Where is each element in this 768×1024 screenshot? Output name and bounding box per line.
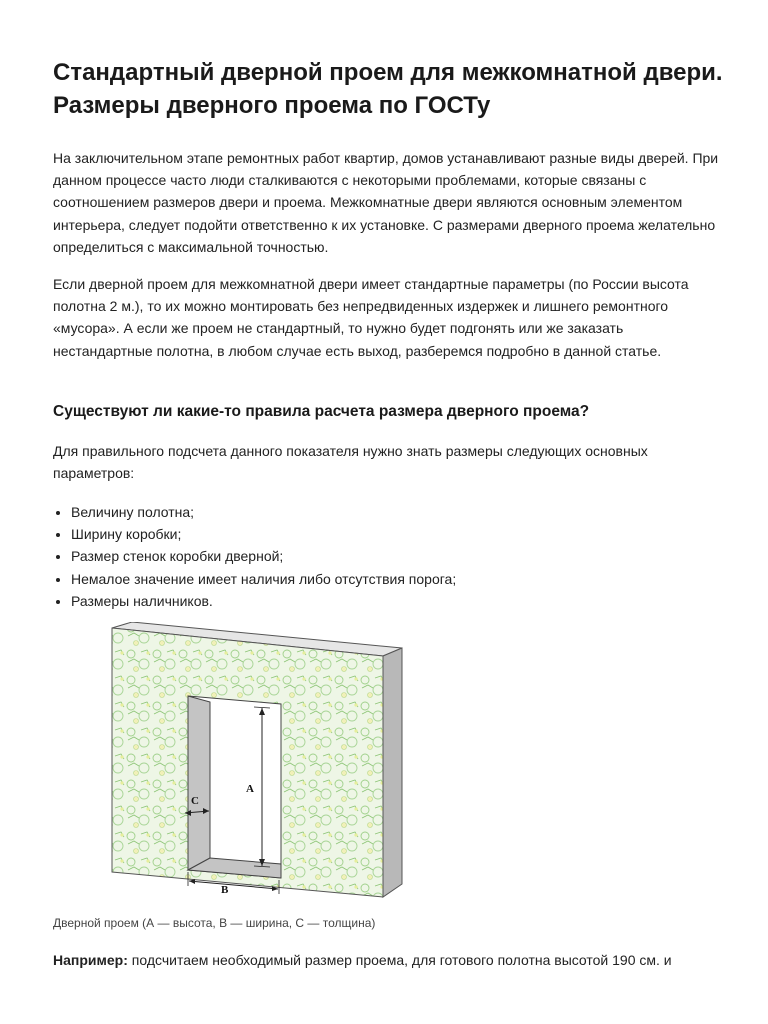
- list-item: • Ширину коробки;: [71, 523, 456, 545]
- doorway-diagram: [100, 622, 420, 910]
- list-item: • Размеры наличников.: [71, 590, 456, 612]
- second-paragraph: Если дверной проем для межкомнатной двери имеет стандартные параметры (по России высота полотна 2 м.), то их можно монтировать без непредвиденных издержек и лишнего ремонтного «мусора». А если же проем не стандартный, то нужно будет подгонять или же заказать нестандартные полотна, в любом случае есть выход, разберемся подробно в данной статье.: [53, 276, 689, 359]
- list-item: • Величину полотна;: [71, 501, 456, 523]
- label-c: C: [191, 795, 199, 807]
- opening-reveal-left: [188, 696, 210, 870]
- list-item: • Немалое значение имеет наличия либо отсутствия порога;: [71, 568, 456, 590]
- label-a: A: [246, 783, 254, 795]
- article-title: Стандартный дверной проем для межкомнатной двери. Размеры дверного проема по ГОСТу: [53, 59, 723, 119]
- label-b: B: [221, 884, 229, 896]
- example-paragraph: [53, 949, 733, 971]
- list-item: • Размер стенок коробки дверной;: [71, 545, 456, 567]
- example-text: подсчитаем необходимый размер проема, для готового полотна высотой 190 см. и: [127, 952, 672, 968]
- wall-side-face: [383, 648, 402, 897]
- intro-paragraph: На заключительном этапе ремонтных работ квартир, домов устанавливают разные виды дверей. При данном процессе часто люди сталкиваются с некоторыми проблемами, которые связаны с соотношением размеров двери и проема. Межкомнатные двери являются основным элементом интерьера, следует подойти ответственно к их установке. С размерами дверного проема желательно определиться с максимальной точностью.: [53, 150, 719, 255]
- doorway-diagram-svg: [100, 622, 420, 910]
- parameters-list: [53, 501, 456, 612]
- example-label: Например:: [53, 952, 128, 968]
- section-paragraph: Для правильного подсчета данного показателя нужно знать размеры следующих основных параметров:: [53, 443, 648, 482]
- section-heading: Существуют ли какие-то правила расчета размера дверного проема?: [53, 403, 590, 420]
- figure-caption: Дверной проем (А — высота, В — ширина, С — толщина): [53, 916, 376, 930]
